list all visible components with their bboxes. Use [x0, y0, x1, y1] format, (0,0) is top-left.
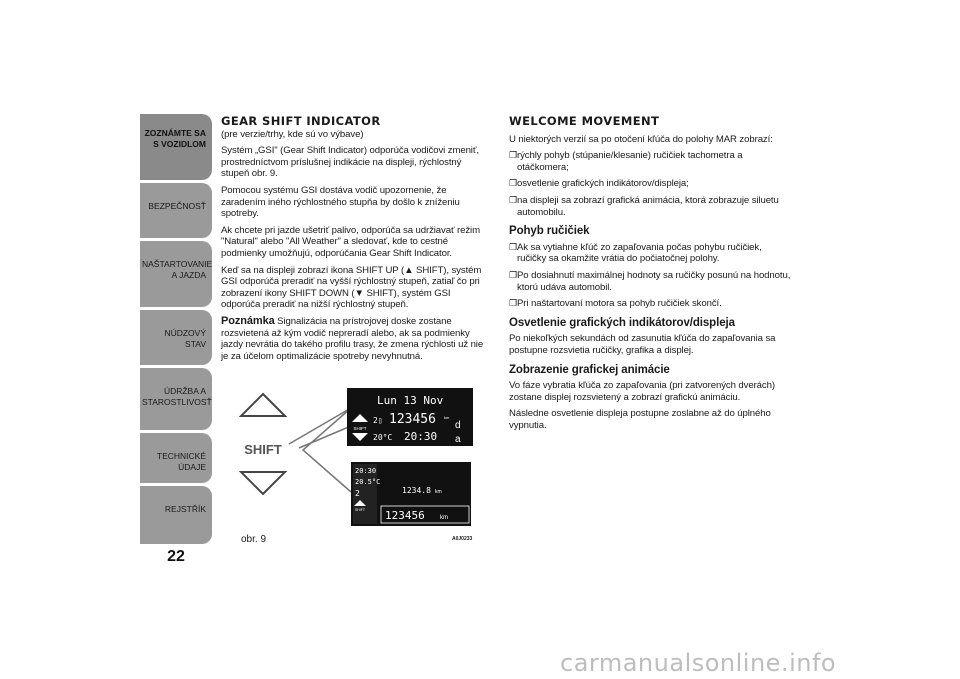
svg-text:20:30: 20:30 [355, 467, 377, 475]
list-item: ❐ na displeji sa zobrazí grafická animácia, ktorá zobrazuje siluetu automobilu. [509, 194, 779, 218]
shift-icon [241, 394, 285, 494]
paragraph: Pomocou systému GSI dostáva vodič upozornenie, že zaradením iného rýchlostného stupňa by došlo k zníženiu spotreby. [221, 184, 460, 220]
left-column [221, 116, 491, 367]
tab-nudzovy-stav[interactable]: NÚDZOVÝ STAV [140, 310, 212, 365]
section-title-gsi: GEAR SHIFT INDICATOR [221, 114, 381, 128]
svg-text:SHIFT: SHIFT [354, 508, 366, 512]
page-number: 22 [167, 548, 185, 565]
section-title-welcome: WELCOME MOVEMENT [509, 114, 660, 128]
triangle-down-icon: ▼ [354, 287, 364, 299]
svg-text:20.5°C: 20.5°C [355, 478, 381, 486]
figure-code: A0J0233 [452, 536, 473, 542]
note-label: Poznámka [221, 314, 275, 327]
svg-text:2: 2 [355, 489, 360, 498]
svg-text:123456: 123456 [385, 509, 425, 522]
svg-text:SHIFT: SHIFT [244, 442, 282, 457]
list-item: ❐ rýchly pohyb (stúpanie/klesanie) ručičiek tachometra a otáčkomera; [509, 150, 743, 173]
tab-rejstrik[interactable]: REJSTŘÍK [140, 486, 212, 544]
list-item: ❐ Ak sa vytiahne kľúč zo zapaľovania počas pohybu ručičiek, ručičky sa okamžite vrátia do počiatočnej polohy. [509, 241, 762, 265]
watermark: carmanualsonline.info [560, 649, 837, 677]
svg-text:20:30: 20:30 [404, 430, 438, 443]
tab-bezpecnost[interactable]: BEZPEČNOSŤ [140, 183, 212, 238]
svg-text:km: km [435, 489, 442, 495]
heading-pohyb: Pohyb ručičiek [509, 225, 590, 238]
svg-text:km: km [440, 515, 448, 521]
paragraph: Ak chcete pri jazde ušetriť palivo, odporúča sa udržiavať režim "Natural" alebo "All Weather" a sledovať, kde to cestné podmienky umožňujú, odporúčania Gear Shift Indicator. [221, 224, 480, 259]
list-item: ❐ osvetlenie grafických indikátorov/displeja; [509, 178, 689, 190]
display-top [347, 388, 473, 446]
checkbox-bullet-icon: ❐ [509, 298, 517, 309]
svg-text:SHIFT: SHIFT [353, 426, 367, 431]
svg-text:20°C: 20°C [373, 433, 393, 442]
tab-udrzba[interactable]: ÚDRŽBA A STAROSTLIVOSŤ [140, 368, 212, 430]
paragraph: Vo fáze vybratia kľúča zo zapaľovania (pri zatvorených dverách) zostane displej rozsvietený a zobrazí grafickú animáciu. [509, 380, 775, 403]
paragraph: U niektorých verzií sa po otočení kľúča do polohy MAR zobrazí: [509, 133, 773, 145]
heading-zobrazenie: Zobrazenie grafickej animácie [509, 363, 670, 376]
svg-text:Lun 13 Nov: Lun 13 Nov [377, 394, 444, 407]
checkbox-bullet-icon: ❐ [509, 150, 517, 161]
right-column [509, 116, 791, 436]
figure-caption: obr. 9 [241, 534, 267, 545]
svg-text:1234.8: 1234.8 [402, 486, 431, 495]
tab-zoznamte-sa[interactable]: ZOZNÁMTE SA S VOZIDLOM [140, 114, 212, 180]
heading-osvetlenie: Osvetlenie grafických indikátorov/displeja [509, 316, 735, 329]
paragraph: Systém „GSI" (Gear Shift Indicator) odporúča vodičovi zmeniť, prostredníctvom príslušnej indikácie na displeji, rýchlostný stupeň obr. 9. [221, 145, 479, 180]
gsi-illustration [239, 380, 475, 532]
display-bottom [351, 462, 471, 526]
triangle-up-icon: ▲ [404, 264, 414, 276]
svg-text:123456: 123456 [389, 412, 436, 427]
list-item: ❐ Pri naštartovaní motora sa pohyb ručičiek skončí. [509, 298, 722, 310]
checkbox-bullet-icon: ❐ [509, 178, 517, 189]
svg-text:d: d [455, 420, 461, 431]
svg-text:km: km [444, 415, 450, 420]
paragraph: Po niekoľkých sekundách od zasunutia kľúča do zapaľovania sa postupne rozsvietia ručičky, grafika a displej. [509, 333, 776, 356]
checkbox-bullet-icon: ❐ [509, 269, 517, 280]
paragraph-shift: Keď sa na displeji zobrazí ikona SHIFT UP (▲ SHIFT), systém GSI odporúča preradiť na vyšší rýchlostný stupeň, zatiaľ čo pri zobrazení ikony SHIFT DOWN (▼ SHIFT), systém GSI odporúča preradiť na nižší rýchlostný stupeň. [221, 264, 482, 311]
list-item: ❐ Po dosiahnutí maximálnej hodnoty sa ručičky posunú na hodnotu, ktorú udáva automobil. [509, 269, 791, 293]
subtitle: (pre verzie/trhy, kde sú vo výbave) [221, 128, 364, 140]
tab-technicke-udaje[interactable]: TECHNICKÉ ÚDAJE [140, 433, 212, 483]
tab-nastartovanie[interactable]: NAŠTARTOVANIE A JAZDA [140, 241, 212, 307]
note: Poznámka Signalizácia na prístrojovej doske zostane rozsvietená až kým vodič nepreradí alebo, ak sa podmienky jazdy nevrátia do takého profilu trasy, že zmena rýchlosti už nie je za účelom optimalizácie spotreby nevyhnutná. [221, 314, 484, 362]
figure-gsi-display [239, 380, 475, 532]
paragraph: Následne osvetlenie displeja postupne zoslabne až do úplného vypnutia. [509, 408, 771, 431]
svg-text:2▯: 2▯ [373, 416, 383, 425]
checkbox-bullet-icon: ❐ [509, 194, 517, 205]
checkbox-bullet-icon: ❐ [509, 241, 517, 252]
svg-text:a: a [455, 434, 461, 445]
